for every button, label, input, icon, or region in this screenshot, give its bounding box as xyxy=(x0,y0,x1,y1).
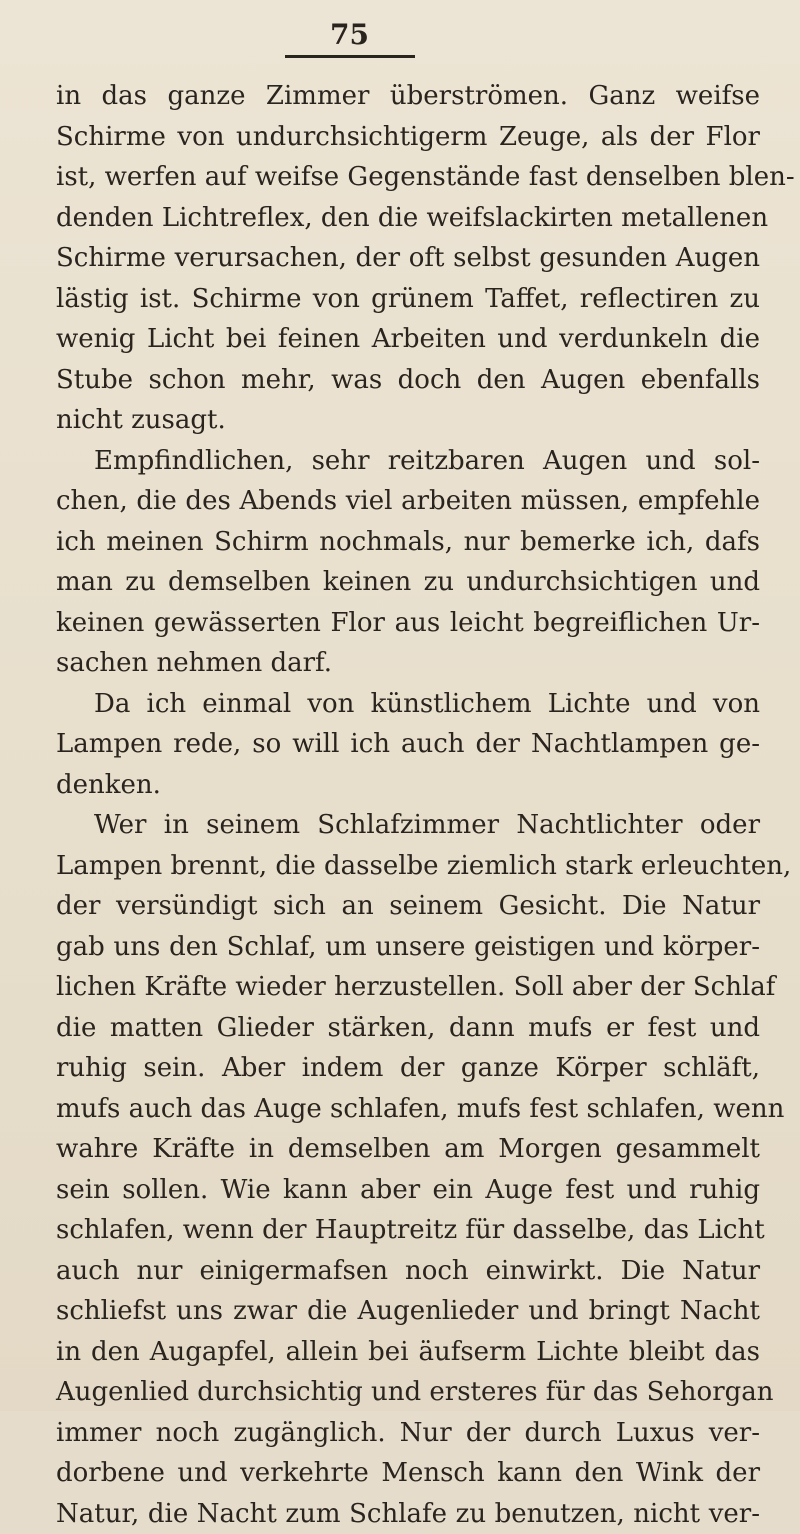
text-line: auch nur einigermafsen noch einwirkt. Die Natur xyxy=(56,1251,760,1292)
text-line: nicht zusagt. xyxy=(56,400,760,441)
text-line: denden Lichtreflex, den die weifslackirten metallenen xyxy=(56,198,760,239)
text-line: ich meinen Schirm nochmals, nur bemerke ich, dafs xyxy=(56,522,760,563)
text-line: ruhig sein. Aber indem der ganze Körper schläft, xyxy=(56,1048,760,1089)
text-line: schliefst uns zwar die Augenlieder und bringt Nacht xyxy=(56,1291,760,1332)
text-line: wahre Kräfte in demselben am Morgen gesammelt xyxy=(56,1129,760,1170)
text-line: Schirme verursachen, der oft selbst gesunden Augen xyxy=(56,238,760,279)
text-line: Da ich einmal von künstlichem Lichte und von xyxy=(56,684,760,725)
text-line: dorbene und verkehrte Mensch kann den Wink der xyxy=(56,1453,760,1494)
text-line: Schirme von undurchsichtigerm Zeuge, als der Flor xyxy=(56,117,760,158)
body-text xyxy=(56,76,760,1534)
text-line: denken. xyxy=(56,765,760,806)
text-line: Stube schon mehr, was doch den Augen ebenfalls xyxy=(56,360,760,401)
header-rule xyxy=(285,55,415,58)
page-number: 75 xyxy=(330,18,369,51)
text-line: sein sollen. Wie kann aber ein Auge fest und ruhig xyxy=(56,1170,760,1211)
text-line: immer noch zugänglich. Nur der durch Luxus ver- xyxy=(56,1413,760,1454)
text-line: der versündigt sich an seinem Gesicht. Die Natur xyxy=(56,886,760,927)
text-line: in den Augapfel, allein bei äufserm Lichte bleibt das xyxy=(56,1332,760,1373)
text-line: lästig ist. Schirme von grünem Taffet, reflectiren zu xyxy=(56,279,760,320)
text-line: Empfindlichen, sehr reitzbaren Augen und sol- xyxy=(56,441,760,482)
text-line: Lampen brennt, die dasselbe ziemlich stark erleuchten, xyxy=(56,846,760,887)
text-line: schlafen, wenn der Hauptreitz für dasselbe, das Licht xyxy=(56,1210,760,1251)
text-line: Lampen rede, so will ich auch der Nachtlampen ge- xyxy=(56,724,760,765)
text-line: gab uns den Schlaf, um unsere geistigen und körper- xyxy=(56,927,760,968)
text-line: Augenlied durchsichtig und ersteres für das Sehorgan xyxy=(56,1372,760,1413)
text-line: die matten Glieder stärken, dann mufs er fest und xyxy=(56,1008,760,1049)
text-line: wenig Licht bei feinen Arbeiten und verdunkeln die xyxy=(56,319,760,360)
text-line: chen, die des Abends viel arbeiten müssen, empfehle xyxy=(56,481,760,522)
text-line: Natur, die Nacht zum Schlafe zu benutzen, nicht ver- xyxy=(56,1494,760,1534)
text-line: in das ganze Zimmer überströmen. Ganz weifse xyxy=(56,76,760,117)
text-line: Wer in seinem Schlafzimmer Nachtlichter oder xyxy=(56,805,760,846)
text-line: lichen Kräfte wieder herzustellen. Soll aber der Schlaf xyxy=(56,967,760,1008)
text-line: mufs auch das Auge schlafen, mufs fest schlafen, wenn xyxy=(56,1089,760,1130)
text-line: ist, werfen auf weifse Gegenstände fast denselben blen- xyxy=(56,157,760,198)
text-line: keinen gewässerten Flor aus leicht begreiflichen Ur- xyxy=(56,603,760,644)
text-line: man zu demselben keinen zu undurchsichtigen und xyxy=(56,562,760,603)
text-line: sachen nehmen darf. xyxy=(56,643,760,684)
